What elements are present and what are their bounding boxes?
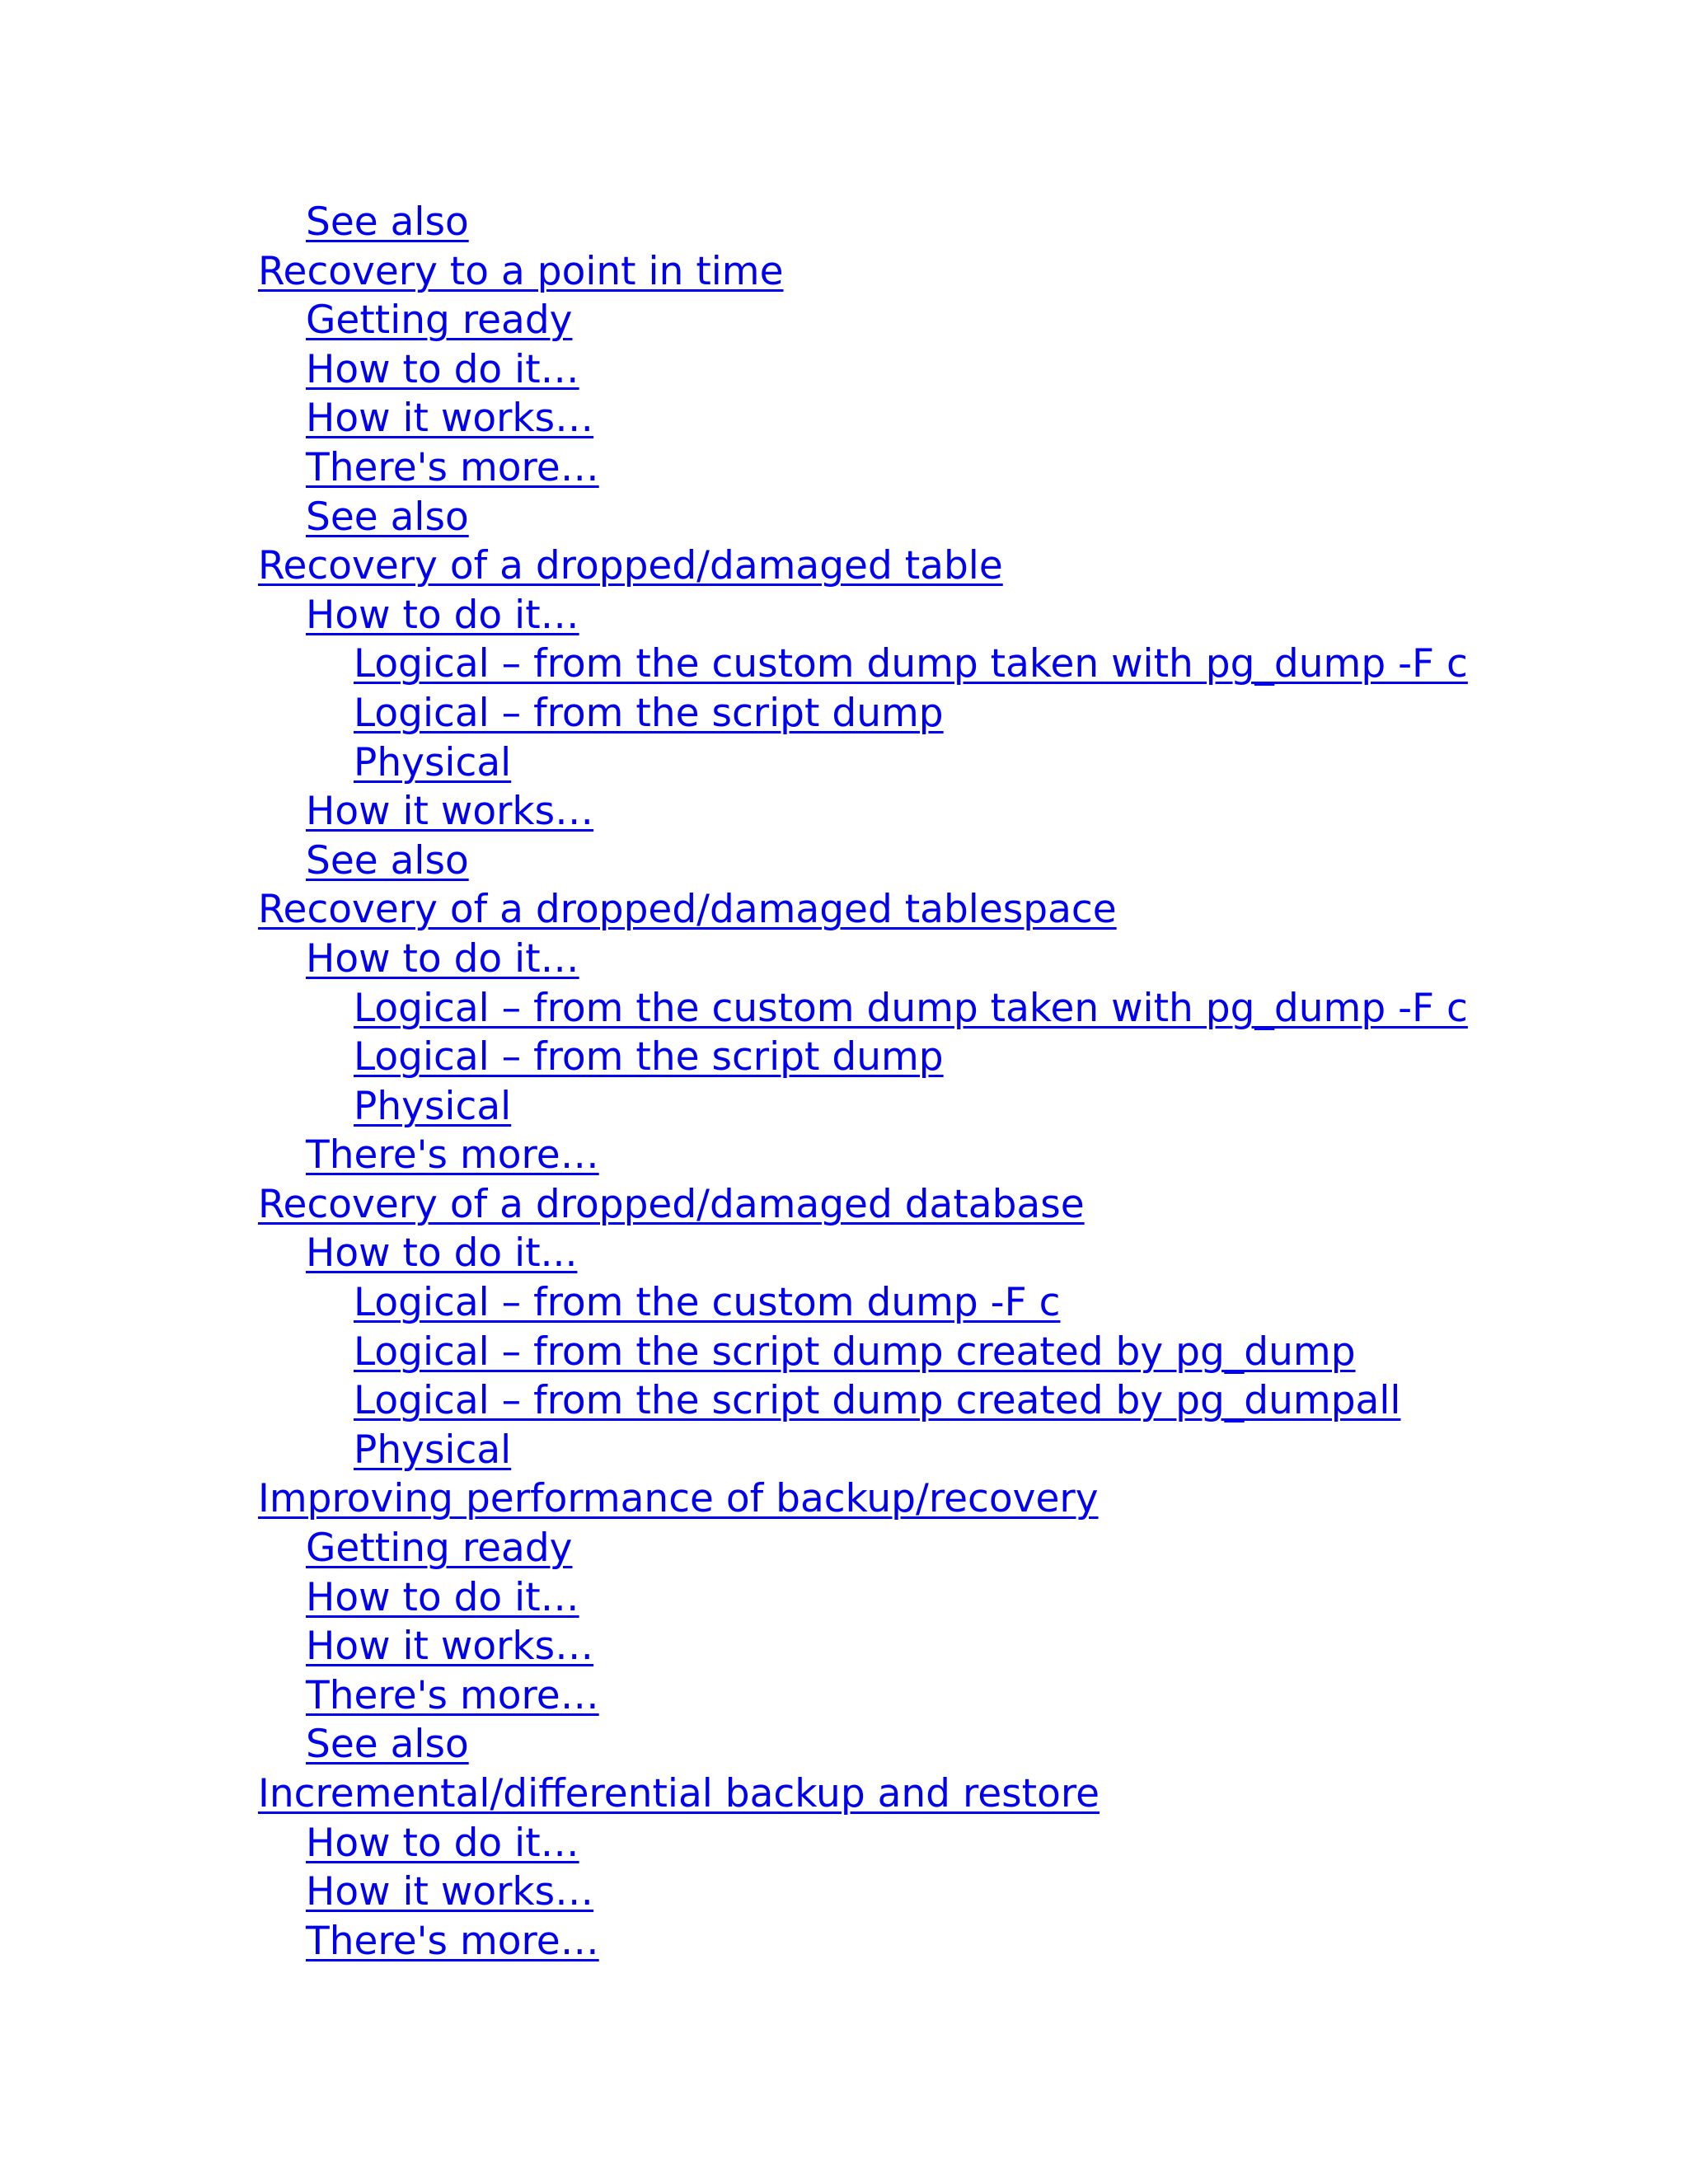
toc-entry-level-2	[0, 493, 1688, 542]
toc-link[interactable]: Incremental/differential backup and restore	[258, 1771, 1100, 1816]
toc-link[interactable]: Logical – from the script dump	[354, 1034, 944, 1080]
toc-link[interactable]: See also	[306, 494, 469, 540]
table-of-contents	[0, 198, 1688, 1966]
toc-entry-level-3	[0, 1278, 1688, 1328]
toc-link[interactable]: Physical	[354, 739, 512, 785]
toc-link[interactable]: Recovery to a point in time	[258, 248, 784, 294]
toc-link[interactable]: Physical	[354, 1427, 512, 1473]
toc-entry-level-2	[0, 1819, 1688, 1868]
toc-entry-level-1	[0, 247, 1688, 297]
toc-entry-level-2	[0, 1524, 1688, 1573]
toc-link[interactable]: How to do it…	[306, 1574, 579, 1620]
toc-entry-level-2	[0, 198, 1688, 247]
toc-link[interactable]: Getting ready	[306, 1526, 573, 1572]
toc-link[interactable]: There's more…	[306, 1132, 599, 1179]
toc-entry-level-1	[0, 1180, 1688, 1230]
toc-link[interactable]: Improving performance of backup/recovery	[258, 1476, 1099, 1522]
toc-link[interactable]: There's more…	[306, 1672, 599, 1718]
toc-entry-level-3	[0, 640, 1688, 689]
toc-link[interactable]: Physical	[354, 1083, 512, 1129]
toc-entry-level-2	[0, 345, 1688, 395]
toc-entry-level-2	[0, 1622, 1688, 1671]
toc-link[interactable]: How it works…	[306, 789, 594, 835]
toc-link[interactable]: Logical – from the custom dump taken with pg_dump -F c	[354, 641, 1468, 687]
toc-link[interactable]: See also	[306, 837, 469, 883]
toc-entry-level-2	[0, 1720, 1688, 1769]
toc-link[interactable]: How it works…	[306, 396, 594, 442]
toc-entry-level-2	[0, 1671, 1688, 1721]
toc-entry-level-3	[0, 689, 1688, 738]
toc-link[interactable]: Recovery of a dropped/damaged table	[258, 543, 1003, 589]
toc-entry-level-3	[0, 1033, 1688, 1082]
toc-entry-level-3	[0, 984, 1688, 1033]
toc-entry-level-2	[0, 296, 1688, 345]
toc-entry-level-2	[0, 1917, 1688, 1966]
toc-link[interactable]: How to do it…	[306, 1820, 579, 1866]
toc-entry-level-2	[0, 935, 1688, 984]
toc-entry-level-3	[0, 1426, 1688, 1475]
toc-link[interactable]: There's more…	[306, 444, 599, 490]
toc-link[interactable]: Getting ready	[306, 298, 573, 344]
toc-entry-level-3	[0, 1328, 1688, 1377]
toc-link[interactable]: There's more…	[306, 1918, 599, 1964]
toc-link[interactable]: How to do it…	[306, 346, 579, 392]
toc-link[interactable]: How to do it…	[306, 592, 579, 638]
toc-entry-level-2	[0, 837, 1688, 886]
toc-entry-level-1	[0, 541, 1688, 591]
toc-link[interactable]: Logical – from the script dump created by pg_dumpall	[354, 1378, 1401, 1424]
toc-entry-level-2	[0, 1229, 1688, 1278]
toc-link[interactable]: Logical – from the custom dump taken with pg_dump -F c	[354, 985, 1468, 1031]
toc-link[interactable]: How it works…	[306, 1869, 594, 1915]
toc-link[interactable]: Recovery of a dropped/damaged database	[258, 1181, 1085, 1227]
toc-entry-level-2	[0, 1868, 1688, 1917]
toc-entry-level-2	[0, 1573, 1688, 1623]
toc-entry-level-3	[0, 1376, 1688, 1426]
toc-link[interactable]: How to do it...	[306, 1230, 578, 1277]
toc-entry-level-2	[0, 787, 1688, 837]
toc-link[interactable]: Logical – from the script dump created by pg_dump	[354, 1329, 1356, 1375]
toc-entry-level-3	[0, 1082, 1688, 1132]
toc-link[interactable]: See also	[306, 1722, 469, 1768]
toc-entry-level-3	[0, 738, 1688, 788]
toc-link[interactable]: Logical – from the script dump	[354, 690, 944, 736]
toc-link[interactable]: Logical – from the custom dump -F c	[354, 1280, 1061, 1326]
toc-entry-level-2	[0, 1131, 1688, 1180]
toc-entry-level-1	[0, 885, 1688, 935]
toc-entry-level-1	[0, 1474, 1688, 1524]
toc-link[interactable]: Recovery of a dropped/damaged tablespace	[258, 887, 1117, 933]
toc-link[interactable]: How to do it…	[306, 935, 579, 982]
toc-entry-level-2	[0, 443, 1688, 493]
toc-entry-level-2	[0, 394, 1688, 443]
toc-entry-level-1	[0, 1769, 1688, 1819]
toc-entry-level-2	[0, 591, 1688, 640]
toc-link[interactable]: See also	[306, 199, 469, 245]
toc-link[interactable]: How it works…	[306, 1624, 594, 1670]
